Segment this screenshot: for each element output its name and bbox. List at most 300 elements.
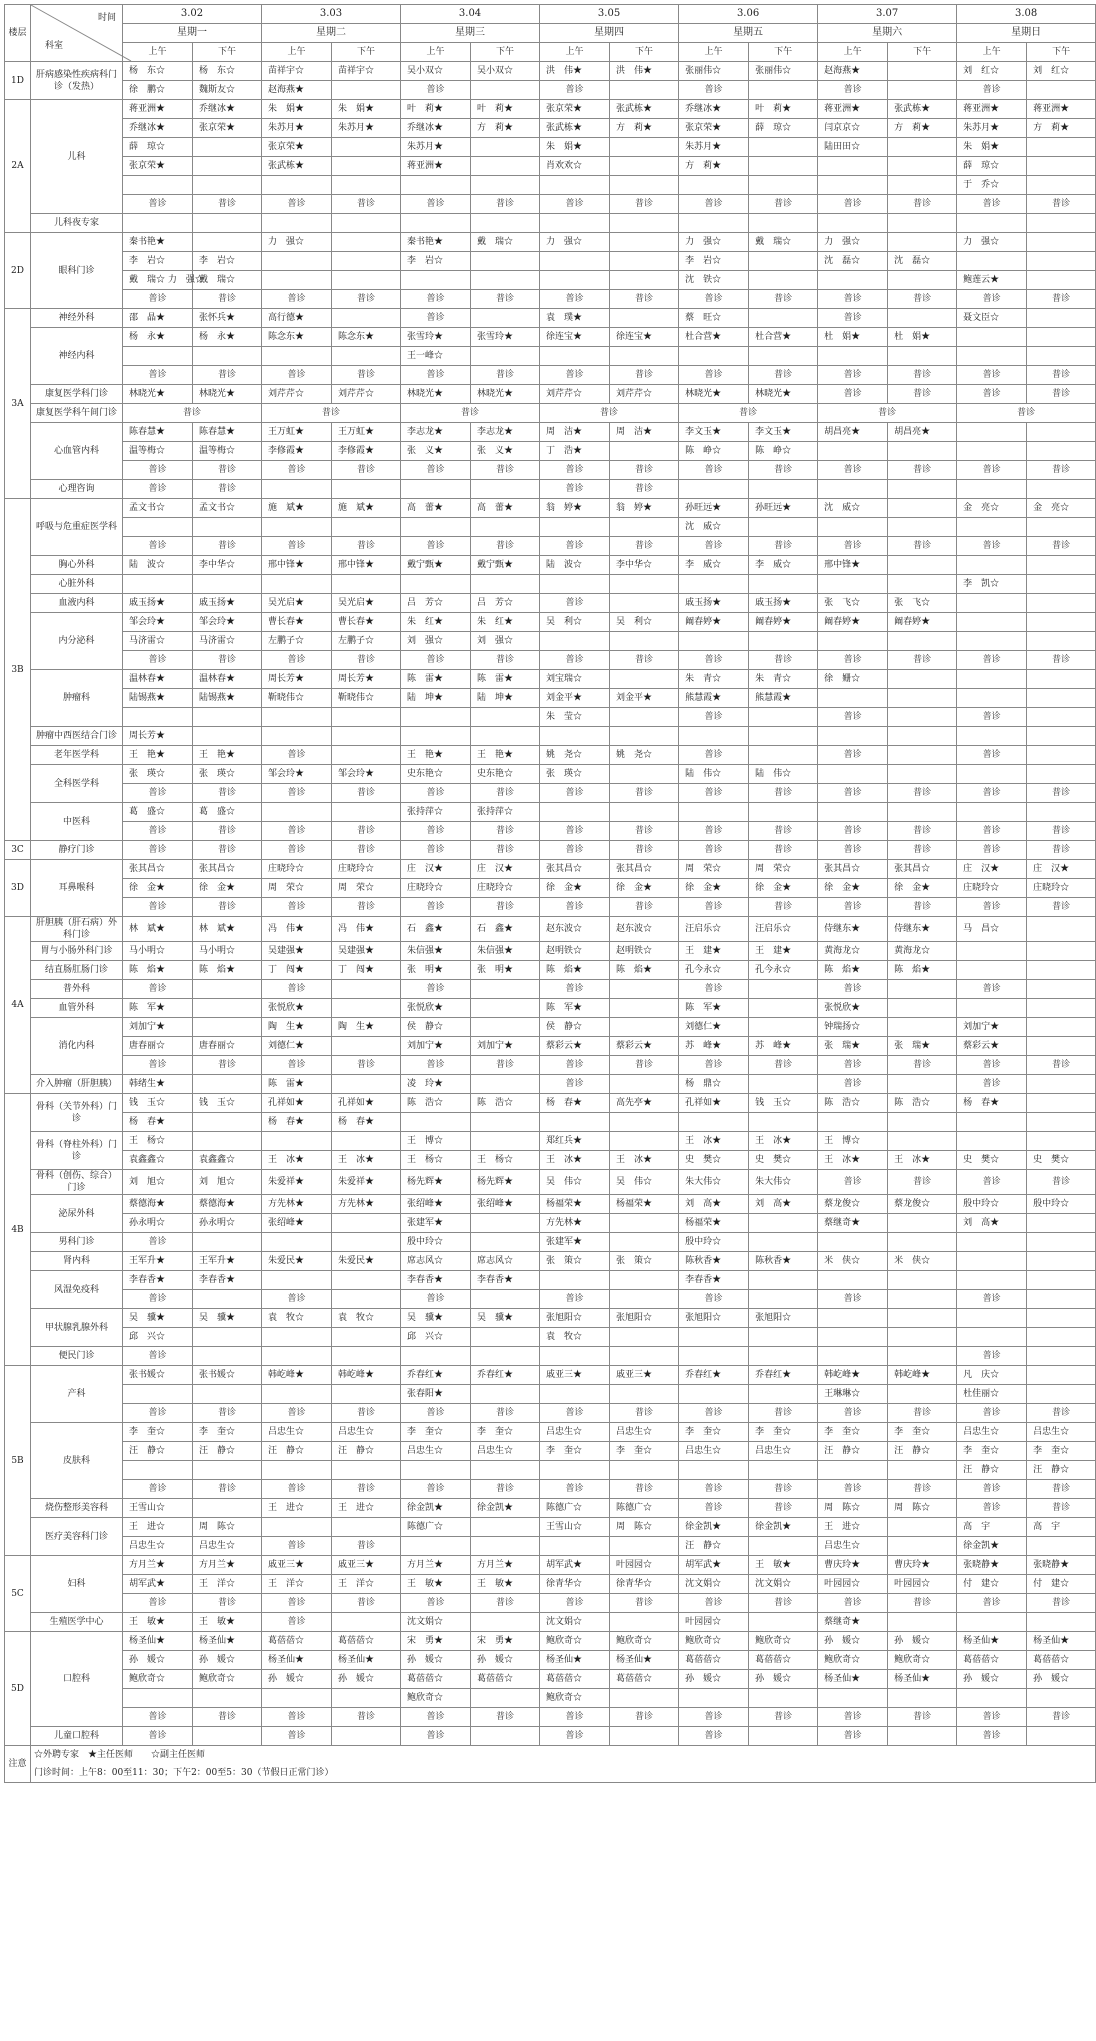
schedule-cell: [957, 556, 1027, 575]
schedule-cell: [540, 176, 610, 195]
schedule-cell: 普诊: [1027, 366, 1096, 385]
schedule-cell: [471, 1347, 540, 1366]
schedule-cell: [262, 1385, 332, 1404]
schedule-cell: [471, 1518, 540, 1537]
schedule-cell: [888, 1271, 957, 1290]
schedule-cell: [262, 708, 332, 727]
schedule-cell: 张悦欣★: [401, 999, 471, 1018]
schedule-cell: [193, 1132, 262, 1151]
schedule-cell: 孙旺远★: [749, 499, 818, 518]
schedule-cell: [193, 1461, 262, 1480]
table-row: [5, 480, 1096, 499]
schedule-cell: 方 莉★: [1027, 119, 1096, 138]
schedule-cell: 王 建★: [679, 942, 749, 961]
schedule-cell: 普诊: [957, 385, 1027, 404]
schedule-cell: 蔡继奇★: [818, 1613, 888, 1632]
schedule-cell: 刘加宁★: [957, 1018, 1027, 1037]
schedule-cell: 张其昌☆: [888, 860, 957, 879]
schedule-cell: [540, 1347, 610, 1366]
schedule-cell: 普诊: [193, 195, 262, 214]
schedule-cell: [332, 746, 401, 765]
schedule-cell: 普诊: [957, 708, 1027, 727]
schedule-cell: [749, 347, 818, 366]
schedule-cell: 普诊: [957, 1075, 1027, 1094]
schedule-cell: 普诊: [193, 841, 262, 860]
schedule-cell: [262, 214, 332, 233]
schedule-cell: [610, 442, 679, 461]
schedule-cell: 普诊: [123, 1708, 193, 1727]
schedule-cell: 王 冰★: [610, 1151, 679, 1170]
schedule-cell: 周 洁★: [540, 423, 610, 442]
schedule-cell: 李文玉★: [679, 423, 749, 442]
schedule-cell: 高 蕾★: [401, 499, 471, 518]
schedule-cell: 吕 芳☆: [471, 594, 540, 613]
schedule-cell: [888, 1385, 957, 1404]
weekday-header: 星期三: [401, 24, 540, 43]
schedule-cell: 普诊: [749, 1594, 818, 1613]
schedule-cell: [123, 176, 193, 195]
schedule-cell: 普诊: [401, 1727, 471, 1746]
schedule-cell: 葛蓓蓓☆: [540, 1670, 610, 1689]
schedule-cell: [749, 1613, 818, 1632]
schedule-cell: [679, 176, 749, 195]
schedule-cell: [193, 1233, 262, 1252]
schedule-cell: 沈 磊☆: [888, 252, 957, 271]
schedule-cell: [610, 252, 679, 271]
schedule-cell: 胡昌亮★: [888, 423, 957, 442]
department-cell: 医疗美容科门诊: [31, 1518, 123, 1556]
schedule-cell: 汪 静☆: [818, 1442, 888, 1461]
schedule-cell: 普诊: [262, 1480, 332, 1499]
schedule-cell: [471, 347, 540, 366]
schedule-cell: 徐 金★: [679, 879, 749, 898]
department-cell: 肝胆胰（肝石病）外科门诊: [31, 917, 123, 942]
schedule-cell: [888, 1537, 957, 1556]
schedule-cell: 普诊: [332, 1056, 401, 1075]
table-row: [5, 233, 1096, 252]
schedule-cell: 普诊: [818, 822, 888, 841]
schedule-cell: 吕忠生☆: [401, 1442, 471, 1461]
schedule-cell: 蔡德海★: [193, 1195, 262, 1214]
schedule-cell: 普诊: [818, 1404, 888, 1423]
schedule-cell: 普诊: [471, 461, 540, 480]
department-cell: 儿童口腔科: [31, 1727, 123, 1746]
schedule-cell: [1027, 613, 1096, 632]
schedule-cell: 普诊: [749, 822, 818, 841]
schedule-cell: 张京荣★: [679, 119, 749, 138]
schedule-cell: [610, 594, 679, 613]
schedule-cell: [1027, 214, 1096, 233]
schedule-cell: [610, 138, 679, 157]
schedule-cell: 吕忠生☆: [957, 1423, 1027, 1442]
schedule-cell: 普诊: [610, 461, 679, 480]
schedule-cell: [749, 980, 818, 999]
schedule-cell: 张武栋★: [888, 100, 957, 119]
schedule-cell: [818, 765, 888, 784]
schedule-cell: 普诊: [123, 1594, 193, 1613]
table-row: [5, 689, 1096, 708]
schedule-cell: 张晓静★: [957, 1556, 1027, 1575]
department-cell: 儿科夜专家: [31, 214, 123, 233]
schedule-cell: 普诊: [540, 1404, 610, 1423]
schedule-cell: 普诊: [679, 1499, 749, 1518]
schedule-cell: 叶园园☆: [888, 1575, 957, 1594]
schedule-cell: 普诊: [401, 309, 471, 328]
schedule-cell: 普诊: [540, 404, 679, 423]
schedule-cell: [818, 480, 888, 499]
table-row: [5, 1575, 1096, 1594]
table-row: [5, 1214, 1096, 1233]
schedule-cell: 林晓光★: [471, 385, 540, 404]
schedule-cell: 沈文娟☆: [540, 1613, 610, 1632]
table-row: [5, 1404, 1096, 1423]
schedule-cell: 洪 伟★: [610, 62, 679, 81]
schedule-cell: [957, 1271, 1027, 1290]
schedule-cell: 席志风☆: [471, 1252, 540, 1271]
schedule-cell: 杨圣仙★: [332, 1651, 401, 1670]
schedule-cell: 葛蓓蓓☆: [957, 1651, 1027, 1670]
schedule-cell: 吕忠生☆: [471, 1442, 540, 1461]
schedule-cell: [957, 727, 1027, 746]
department-cell: 心脏外科: [31, 575, 123, 594]
schedule-cell: 邹会玲★: [262, 765, 332, 784]
schedule-cell: [1027, 518, 1096, 537]
schedule-cell: 王万虹★: [332, 423, 401, 442]
schedule-cell: 韩屹峰★: [332, 1366, 401, 1385]
schedule-cell: 普诊: [471, 651, 540, 670]
schedule-cell: 普诊: [818, 746, 888, 765]
schedule-cell: 石 鑫★: [471, 917, 540, 942]
schedule-cell: 邢中锋★: [332, 556, 401, 575]
schedule-cell: [610, 309, 679, 328]
schedule-cell: 普诊: [749, 537, 818, 556]
schedule-cell: 庄 汉★: [401, 860, 471, 879]
schedule-cell: [818, 1347, 888, 1366]
schedule-cell: 乔春红★: [471, 1366, 540, 1385]
schedule-cell: 普诊: [540, 461, 610, 480]
schedule-cell: [401, 708, 471, 727]
schedule-cell: [471, 1613, 540, 1632]
schedule-cell: [957, 252, 1027, 271]
schedule-cell: 邹会玲★: [332, 765, 401, 784]
schedule-cell: 唐春丽☆: [123, 1037, 193, 1056]
schedule-cell: [888, 803, 957, 822]
schedule-cell: [888, 689, 957, 708]
schedule-cell: 袁鑫鑫☆: [123, 1151, 193, 1170]
schedule-cell: [610, 632, 679, 651]
floor-header: 楼层: [5, 5, 31, 62]
schedule-cell: [332, 1461, 401, 1480]
schedule-cell: [332, 1518, 401, 1537]
schedule-cell: 林晓光★: [401, 385, 471, 404]
schedule-cell: 孔祥如★: [332, 1094, 401, 1113]
schedule-cell: 高 宇: [1027, 1518, 1096, 1537]
schedule-cell: 吕忠生☆: [610, 1423, 679, 1442]
table-row: [5, 1423, 1096, 1442]
schedule-cell: [679, 727, 749, 746]
schedule-cell: 普诊: [679, 1290, 749, 1309]
schedule-cell: 乔继冰★: [123, 119, 193, 138]
schedule-cell: [1027, 1727, 1096, 1746]
schedule-cell: [332, 1132, 401, 1151]
department-cell: 普外科: [31, 980, 123, 999]
schedule-cell: 普诊: [193, 651, 262, 670]
schedule-cell: 刘芹芹☆: [610, 385, 679, 404]
schedule-cell: 普诊: [610, 537, 679, 556]
schedule-cell: [818, 1271, 888, 1290]
schedule-cell: 殷中玲☆: [401, 1233, 471, 1252]
schedule-cell: 普诊: [1027, 195, 1096, 214]
schedule-cell: 鲍欣奇☆: [610, 1632, 679, 1651]
schedule-cell: 施 斌★: [332, 499, 401, 518]
department-cell: 神经内科: [31, 328, 123, 385]
schedule-cell: 王雪山☆: [540, 1518, 610, 1537]
schedule-cell: 蔡德海★: [123, 1195, 193, 1214]
table-row: [5, 366, 1096, 385]
schedule-cell: 邹会玲★: [123, 613, 193, 632]
schedule-cell: [888, 1518, 957, 1537]
schedule-cell: [471, 1075, 540, 1094]
department-cell: 康复医学科门诊: [31, 385, 123, 404]
schedule-cell: 普诊: [749, 898, 818, 917]
schedule-cell: 戴 瑞☆ 力 强☆: [123, 271, 193, 290]
schedule-cell: 普诊: [262, 822, 332, 841]
schedule-cell: 普诊: [610, 822, 679, 841]
department-cell: 消化内科: [31, 1018, 123, 1075]
schedule-cell: [818, 803, 888, 822]
schedule-cell: [888, 1347, 957, 1366]
schedule-cell: 刘 旭☆: [123, 1170, 193, 1195]
schedule-cell: 戴 瑞☆: [749, 233, 818, 252]
schedule-cell: 普诊: [818, 1480, 888, 1499]
schedule-cell: [679, 803, 749, 822]
table-row: [5, 1151, 1096, 1170]
table-row: [5, 556, 1096, 575]
schedule-cell: 戚亚三★: [332, 1556, 401, 1575]
schedule-cell: 普诊: [818, 1290, 888, 1309]
schedule-cell: 普诊: [957, 461, 1027, 480]
schedule-cell: 张旭阳☆: [610, 1309, 679, 1328]
schedule-cell: 孙 媛☆: [679, 1670, 749, 1689]
schedule-cell: [262, 1347, 332, 1366]
floor-cell: 3C: [5, 841, 31, 860]
schedule-cell: 袁 璞★: [540, 309, 610, 328]
schedule-cell: 普诊: [610, 784, 679, 803]
schedule-cell: [888, 1233, 957, 1252]
schedule-cell: 李 奎☆: [818, 1423, 888, 1442]
floor-cell: 3B: [5, 499, 31, 841]
schedule-cell: [957, 1132, 1027, 1151]
schedule-cell: 李志龙★: [401, 423, 471, 442]
schedule-cell: 李春香★: [123, 1271, 193, 1290]
schedule-cell: 普诊: [610, 1056, 679, 1075]
schedule-cell: 苏 峰★: [679, 1037, 749, 1056]
table-row: [5, 822, 1096, 841]
table-row: [5, 999, 1096, 1018]
schedule-cell: 普诊: [818, 784, 888, 803]
schedule-cell: 刘金平★: [610, 689, 679, 708]
schedule-cell: [540, 803, 610, 822]
schedule-cell: 普诊: [957, 404, 1096, 423]
schedule-cell: [401, 1347, 471, 1366]
schedule-cell: 鲍欣奇☆: [679, 1632, 749, 1651]
schedule-cell: 葛 盛☆: [123, 803, 193, 822]
schedule-cell: 席志风☆: [401, 1252, 471, 1271]
schedule-cell: [957, 594, 1027, 613]
schedule-cell: [957, 347, 1027, 366]
schedule-cell: 叶 莉★: [749, 100, 818, 119]
schedule-cell: 翁 婷★: [610, 499, 679, 518]
schedule-cell: 普诊: [818, 385, 888, 404]
schedule-cell: 刘 红☆: [957, 62, 1027, 81]
schedule-cell: [332, 1233, 401, 1252]
schedule-cell: [471, 1214, 540, 1233]
schedule-cell: 陆 坤★: [401, 689, 471, 708]
schedule-cell: [1027, 1537, 1096, 1556]
date-header: 3.02: [123, 5, 262, 24]
schedule-cell: 普诊: [471, 1480, 540, 1499]
schedule-cell: 普诊: [332, 290, 401, 309]
schedule-cell: 普诊: [1027, 1404, 1096, 1423]
schedule-cell: 马济雷☆: [123, 632, 193, 651]
schedule-cell: [1027, 233, 1096, 252]
schedule-cell: 王琳琳☆: [818, 1385, 888, 1404]
schedule-cell: 庄晓玲☆: [401, 879, 471, 898]
schedule-cell: [888, 1290, 957, 1309]
schedule-cell: 孙 媛☆: [471, 1651, 540, 1670]
schedule-cell: 张丽伟☆: [679, 62, 749, 81]
table-row: [5, 1347, 1096, 1366]
schedule-cell: [749, 708, 818, 727]
schedule-cell: [610, 1328, 679, 1347]
schedule-cell: [332, 1347, 401, 1366]
schedule-cell: [401, 271, 471, 290]
schedule-cell: 普诊: [957, 784, 1027, 803]
schedule-cell: 徐 金★: [193, 879, 262, 898]
schedule-cell: 陈 浩☆: [401, 1094, 471, 1113]
schedule-cell: 沈文娟☆: [679, 1575, 749, 1594]
schedule-cell: [818, 271, 888, 290]
schedule-cell: [610, 157, 679, 176]
schedule-cell: 苗祥宇☆: [262, 62, 332, 81]
schedule-cell: 乔春红★: [749, 1366, 818, 1385]
schedule-cell: [957, 214, 1027, 233]
table-row: [5, 1594, 1096, 1613]
schedule-cell: 吕忠生☆: [540, 1423, 610, 1442]
schedule-cell: 普诊: [679, 1727, 749, 1746]
schedule-cell: [1027, 1385, 1096, 1404]
schedule-cell: [957, 518, 1027, 537]
schedule-cell: [749, 309, 818, 328]
schedule-cell: [957, 1689, 1027, 1708]
schedule-cell: [401, 1537, 471, 1556]
schedule-cell: 孔今永☆: [749, 961, 818, 980]
schedule-cell: 普诊: [818, 1594, 888, 1613]
schedule-cell: 普诊: [193, 1480, 262, 1499]
schedule-cell: 方月兰★: [193, 1556, 262, 1575]
schedule-cell: [540, 252, 610, 271]
weekday-header: 星期二: [262, 24, 401, 43]
schedule-cell: 陆 波☆: [540, 556, 610, 575]
schedule-cell: [471, 309, 540, 328]
department-cell: 血管外科: [31, 999, 123, 1018]
table-row: [5, 214, 1096, 233]
schedule-cell: 朱信强★: [401, 942, 471, 961]
schedule-cell: [540, 1537, 610, 1556]
table-row: [5, 347, 1096, 366]
schedule-cell: 普诊: [679, 404, 818, 423]
schedule-cell: [401, 214, 471, 233]
schedule-cell: 金 亮☆: [957, 499, 1027, 518]
schedule-cell: 乔春红★: [401, 1366, 471, 1385]
department-cell: 肿瘤中西医结合门诊: [31, 727, 123, 746]
schedule-cell: 刘加宁★: [471, 1037, 540, 1056]
schedule-cell: 普诊: [332, 1404, 401, 1423]
schedule-cell: 史 樊☆: [1027, 1151, 1096, 1170]
schedule-cell: 普诊: [1027, 822, 1096, 841]
schedule-cell: 葛蓓蓓☆: [471, 1670, 540, 1689]
floor-cell: 5D: [5, 1632, 31, 1746]
table-row: [5, 1252, 1096, 1271]
schedule-cell: 陈秋香★: [679, 1252, 749, 1271]
schedule-cell: [123, 1461, 193, 1480]
schedule-cell: 阚春婷★: [818, 613, 888, 632]
schedule-cell: 叶 莉★: [401, 100, 471, 119]
schedule-cell: [471, 999, 540, 1018]
table-row: [5, 81, 1096, 100]
schedule-cell: 普诊: [888, 385, 957, 404]
schedule-cell: 蒋亚洲★: [123, 100, 193, 119]
schedule-cell: 杨先辉★: [471, 1170, 540, 1195]
schedule-cell: [679, 1385, 749, 1404]
schedule-cell: 宋 勇★: [401, 1632, 471, 1651]
pm-header: 下午: [610, 43, 679, 62]
schedule-cell: 普诊: [401, 537, 471, 556]
schedule-cell: 普诊: [262, 366, 332, 385]
schedule-cell: 陈德广☆: [610, 1499, 679, 1518]
schedule-cell: 赵东波☆: [540, 917, 610, 942]
schedule-cell: 戴宁甄★: [471, 556, 540, 575]
schedule-cell: 马 昌☆: [957, 917, 1027, 942]
schedule-cell: 徐 金★: [540, 879, 610, 898]
schedule-cell: 普诊: [888, 537, 957, 556]
schedule-cell: [193, 347, 262, 366]
schedule-cell: 徐连宝★: [540, 328, 610, 347]
schedule-cell: 袁 牧☆: [332, 1309, 401, 1328]
schedule-cell: [888, 1727, 957, 1746]
schedule-cell: 朱 青☆: [679, 670, 749, 689]
schedule-cell: 普诊: [471, 841, 540, 860]
schedule-cell: 温等梅☆: [193, 442, 262, 461]
table-row: [5, 1613, 1096, 1632]
department-cell: 心理咨询: [31, 480, 123, 499]
schedule-cell: 张书媛☆: [193, 1366, 262, 1385]
schedule-cell: [1027, 942, 1096, 961]
schedule-cell: 普诊: [679, 822, 749, 841]
schedule-cell: 普诊: [818, 1075, 888, 1094]
schedule-cell: 朱 娟★: [262, 100, 332, 119]
schedule-cell: 普诊: [540, 480, 610, 499]
schedule-cell: 张 义★: [401, 442, 471, 461]
schedule-cell: 普诊: [540, 1290, 610, 1309]
schedule-cell: 戴 瑞☆: [193, 271, 262, 290]
schedule-cell: 王 冰★: [540, 1151, 610, 1170]
schedule-cell: 普诊: [610, 195, 679, 214]
schedule-cell: 杨 春★: [262, 1113, 332, 1132]
schedule-cell: 普诊: [679, 1404, 749, 1423]
table-row: [5, 1056, 1096, 1075]
table-row: [5, 1290, 1096, 1309]
